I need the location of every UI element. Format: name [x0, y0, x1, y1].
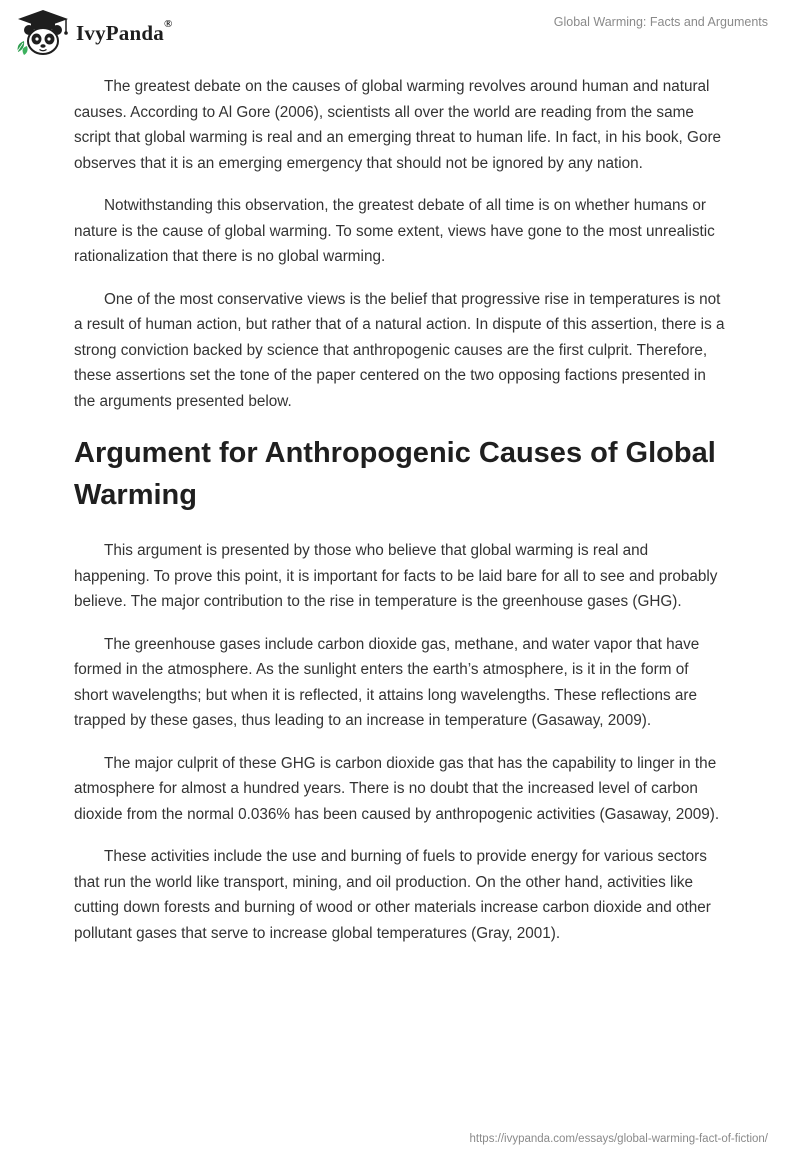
section-heading: Argument for Anthropogenic Causes of Global Warming [74, 437, 716, 511]
ivypanda-logo[interactable] [14, 8, 172, 58]
paragraph: These activities include the use and burning of fuels to provide energy for various sectors that run the world like transport, mining, and oil production. On the other hand, activities like cutting down forests and burning of wood or other materials increase carbon dioxide and other pollutant gases that serve to increase global temperatures (Gray, 2001). [74, 848, 711, 942]
paragraph: One of the most conservative views is the belief that progressive rise in temperatures is not a result of human action, but rather that of a natural action. In dispute of this assertion, there is a strong conviction backed by science that anthropogenic causes are the first culprit. Therefore, these assertions set the tone of the paper centered on the two opposing factions presented in the arguments presented below. [74, 290, 725, 410]
paragraph: This argument is presented by those who believe that global warming is real and happening. To prove this point, it is important for facts to be laid bare for all to see and probably believe. The major contribution to the rise in temperature is the greenhouse gases (GHG). [74, 542, 718, 610]
paragraph: The greatest debate on the causes of global warming revolves around human and natural causes. According to Al Gore (2006), scientists all over the world are reading from the same script that global warming is real and an emerging threat to human life. In fact, in his book, Gore observes that it is an emerging emergency that should not be ignored by any nation. [74, 78, 722, 172]
paragraph: Notwithstanding this observation, the greatest debate of all time is on whether humans or nature is the cause of global warming. To some extent, views have gone to the most unrealistic rationalization that there is no global warming. [74, 197, 715, 265]
logo-text: IvyPanda® [76, 17, 173, 45]
source-url[interactable]: https://ivypanda.com/essays/global-warming-fact-of-fiction/ [469, 1133, 768, 1145]
page-header [0, 0, 800, 64]
essay-body [74, 74, 726, 963]
paragraph: The greenhouse gases include carbon dioxide gas, methane, and water vapor that have formed in the atmosphere. As the sunlight enters the earth’s atmosphere, is it in the form of short wavelengths; but when it is reflected, it attains long wavelengths. These reflections are trapped by these gases, thus leading to an increase in temperature (Gasaway, 2009). [74, 635, 700, 729]
registered-mark: ® [163, 17, 173, 30]
panda-logo-icon [14, 8, 72, 58]
paragraph: The major culprit of these GHG is carbon dioxide gas that has the capability to linger in the atmosphere for almost a hundred years. There is no doubt that the increased level of carbon dioxide from the normal 0.036% has been caused by anthropogenic activities (Gasaway, 2009). [74, 754, 720, 823]
document-title: Global Warming: Facts and Arguments [553, 15, 768, 29]
